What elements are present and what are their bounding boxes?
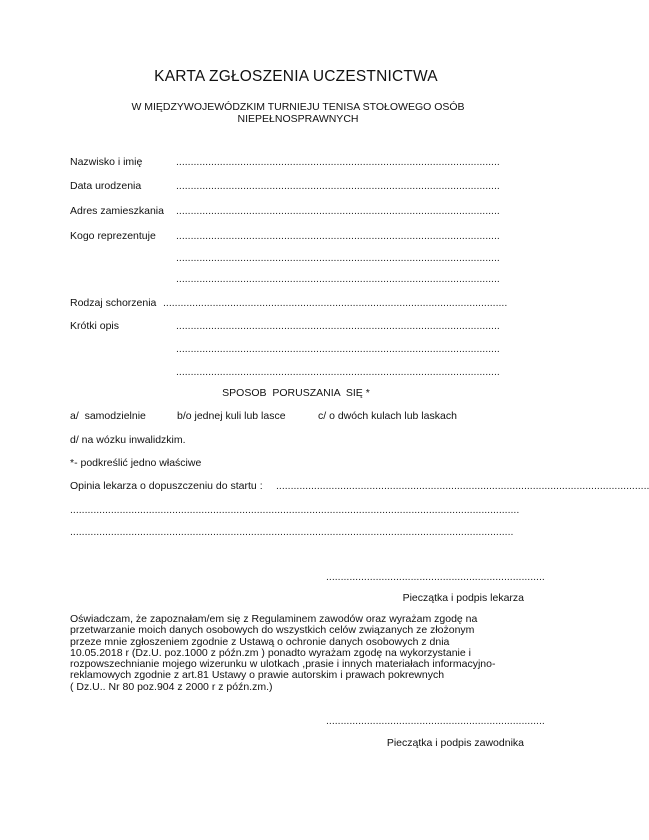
disease-type-label: Rodzaj schorzenia [70, 297, 157, 309]
movement-note: *- podkreślić jedno właściwe [70, 457, 202, 469]
represents-label: Kogo reprezentuje [70, 230, 156, 242]
doctor-opinion-field[interactable]: ................................................................................................................................ [276, 480, 649, 492]
declaration-line: 10.05.2018 r (Dz.U. poz.1000 z późn.zm ) ponadto wyrażam zgodę na wykorzystanie i [70, 646, 471, 659]
description-field[interactable]: ............................................................................................................... [176, 320, 500, 332]
participant-signature-line[interactable]: ........................................................................... [326, 715, 545, 727]
represents-field[interactable]: ............................................................................................................... [176, 230, 500, 242]
participant-signature-label: Pieczątka i podpis zawodnika [386, 737, 524, 749]
represents-field-line-2[interactable]: ............................................................................................................... [176, 252, 500, 264]
movement-option-b[interactable]: b/o jednej kuli lub lasce [177, 410, 286, 422]
address-field[interactable]: ............................................................................................................... [176, 205, 500, 217]
doctor-opinion-label: Opinia lekarza o dopuszczeniu do startu : [70, 480, 263, 492]
represents-field-line-3[interactable]: ............................................................................................................... [176, 273, 500, 285]
disease-type-field[interactable]: ...................................................................................................................... [163, 297, 508, 309]
declaration-line: Oświadczam, że zapoznałam/em się z Regulaminem zawodów oraz wyrażam zgodę na [70, 613, 478, 625]
declaration-line: przeze mnie zgłoszeniem zgodnie z Ustawą o ochronie danych osobowych z dnia [70, 635, 450, 648]
movement-heading: SPOSOB PORUSZANIA SIĘ * [222, 387, 370, 399]
doctor-opinion-line-3[interactable]: ........................................................................................................................................................ [70, 526, 514, 538]
declaration-text [70, 614, 530, 693]
doctor-signature-label: Pieczątka i podpis lekarza [402, 592, 524, 604]
form-title: KARTA ZGŁOSZENIA UCZESTNICTWA [154, 68, 438, 85]
movement-option-d[interactable]: d/ na wózku inwalidzkim. [70, 434, 186, 446]
declaration-line: rozpowszechnianie mojego wizerunku w ulotkach ,prasie i innych materiałach informacyjno- [70, 658, 496, 671]
surname-field[interactable]: ............................................................................................................... [176, 156, 500, 168]
surname-label: Nazwisko i imię [70, 156, 143, 168]
form-subtitle: W MIĘDZYWOJEWÓDZKIM TURNIEJU TENISA STOŁOWEGO OSÓB NIEPEŁNOSPRAWNYCH [131, 101, 465, 125]
declaration-line: ( Dz.U.. Nr 80 poz.904 z 2000 r z późn.zm.) [70, 680, 273, 693]
description-field-line-3[interactable]: ............................................................................................................... [176, 366, 500, 378]
declaration-line: reklamowych zgodnie z art.81 Ustawy o prawie autorskim i prawach pokrewnych [70, 669, 445, 682]
address-label: Adres zamieszkania [70, 205, 164, 217]
movement-option-a[interactable]: a/ samodzielnie [70, 410, 146, 422]
doctor-signature-line[interactable]: ........................................................................... [326, 571, 545, 583]
doctor-opinion-line-2[interactable]: .......................................................................................................................................................... [70, 504, 520, 516]
description-field-line-2[interactable]: ............................................................................................................... [176, 343, 500, 355]
birth-date-label: Data urodzenia [70, 180, 142, 192]
birth-date-field[interactable]: ............................................................................................................... [176, 180, 500, 192]
declaration-line: przetwarzanie moich danych osobowych do wszystkich celów związanych ze złożonym [70, 624, 475, 637]
description-label: Krótki opis [70, 320, 120, 332]
movement-option-c[interactable]: c/ o dwóch kulach lub laskach [318, 410, 457, 422]
